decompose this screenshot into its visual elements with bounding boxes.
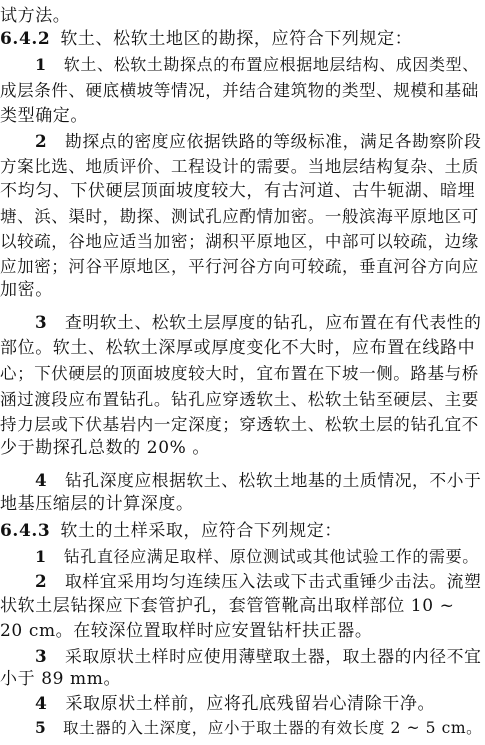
text-line: 少于勘探孔总数的 20% 。 [0,438,210,458]
list-item: 4 采取原状土样前，应将孔底残留岩心清除干净。 [35,694,436,714]
text-line: 20 cm。在较深位置取样时应安置钻杆扶正器。 [0,621,373,641]
section-heading: 6.4.3 软土的土样采取，应符合下列规定： [0,521,342,541]
text-line: 应加密；河谷平原地区，平行河谷方向可较疏，垂直河谷方向应 [0,257,479,276]
text-line: 小于 89 mm。 [0,669,122,689]
list-item: 1 软土、松软土勘探点的布置应根据地层结构、成因类型、 [35,55,479,74]
list-item: 5 取土器的入土深度，应小于取土器的有效长度 2 ~ 5 cm。 [35,718,483,737]
item-number: 2 [35,571,48,591]
text-line: 以较疏，谷地应适当加密；湖积平原地区，中部可以较疏，边缘 [0,232,479,251]
text-line: 持力层或下伏基岩内一定深度；穿透软土、松软土层的钻孔宜不 [0,415,479,434]
text-line: 成层条件、硬底横坡等情况，并结合建筑物的类型、规模和基础 [0,81,479,100]
section-number: 6.4.3 [0,521,51,541]
text-line: 加密。 [0,280,53,300]
item-number: 4 [35,470,48,490]
section-heading: 6.4.2 软土、松软土地区的勘探，应符合下列规定： [0,29,413,49]
text-line: 地基压缩层的计算深度。 [0,494,194,514]
item-number: 1 [35,547,47,566]
item-number: 5 [35,718,47,737]
text-line: 部位。软土、松软土深厚或厚度变化不大时，应布置在线路中 [0,338,476,358]
text-line: 涵过渡段应布置钻孔。钻孔应穿透软土、松软土钻至硬层、主要 [0,390,479,409]
item-number: 2 [35,131,48,151]
list-item: 2 取样宜采用均匀连续压入法或下击式重锤少击法。流塑 [35,571,482,591]
item-number: 3 [35,312,48,332]
list-item: 2 勘探点的密度应依据铁路的等级标准，满足各勘察阶段 [35,131,482,151]
text-line: 类型确定。 [0,106,88,126]
text-line: 塘、浜、渠时，勘探、测试孔应酌情加密。一般滨海平原地区可 [0,207,479,226]
text-line: 试方法。 [0,6,71,26]
text-line: 方案比选、地质评价、工程设计的需要。当地层结构复杂、土质 [0,157,479,176]
list-item: 3 采取原状土样时应使用薄壁取土器，取土器的内径不宜 [35,646,482,666]
item-number: 1 [35,55,47,74]
text-line: 状软土层钻探应下套管护孔，套管管靴高出取样部位 10 ~ [0,596,455,616]
section-number: 6.4.2 [0,29,51,49]
list-item: 4 钻孔深度应根据软土、松软土地基的土质情况，不小于 [35,470,482,490]
item-number: 3 [35,646,48,666]
text-line: 心；下伏硬层的顶面坡度较大时，宜布置在下坡一侧。路基与桥 [0,364,479,383]
text-line: 不均匀、下伏硬层顶面坡度较大，有古河道、古牛轭湖、暗埋 [0,181,476,201]
list-item: 3 查明软土、松软土层厚度的钻孔，应布置在有代表性的 [35,312,482,332]
list-item: 1 钻孔直径应满足取样、原位测试或其他试验工作的需要。 [35,547,479,566]
item-number: 4 [35,694,48,714]
